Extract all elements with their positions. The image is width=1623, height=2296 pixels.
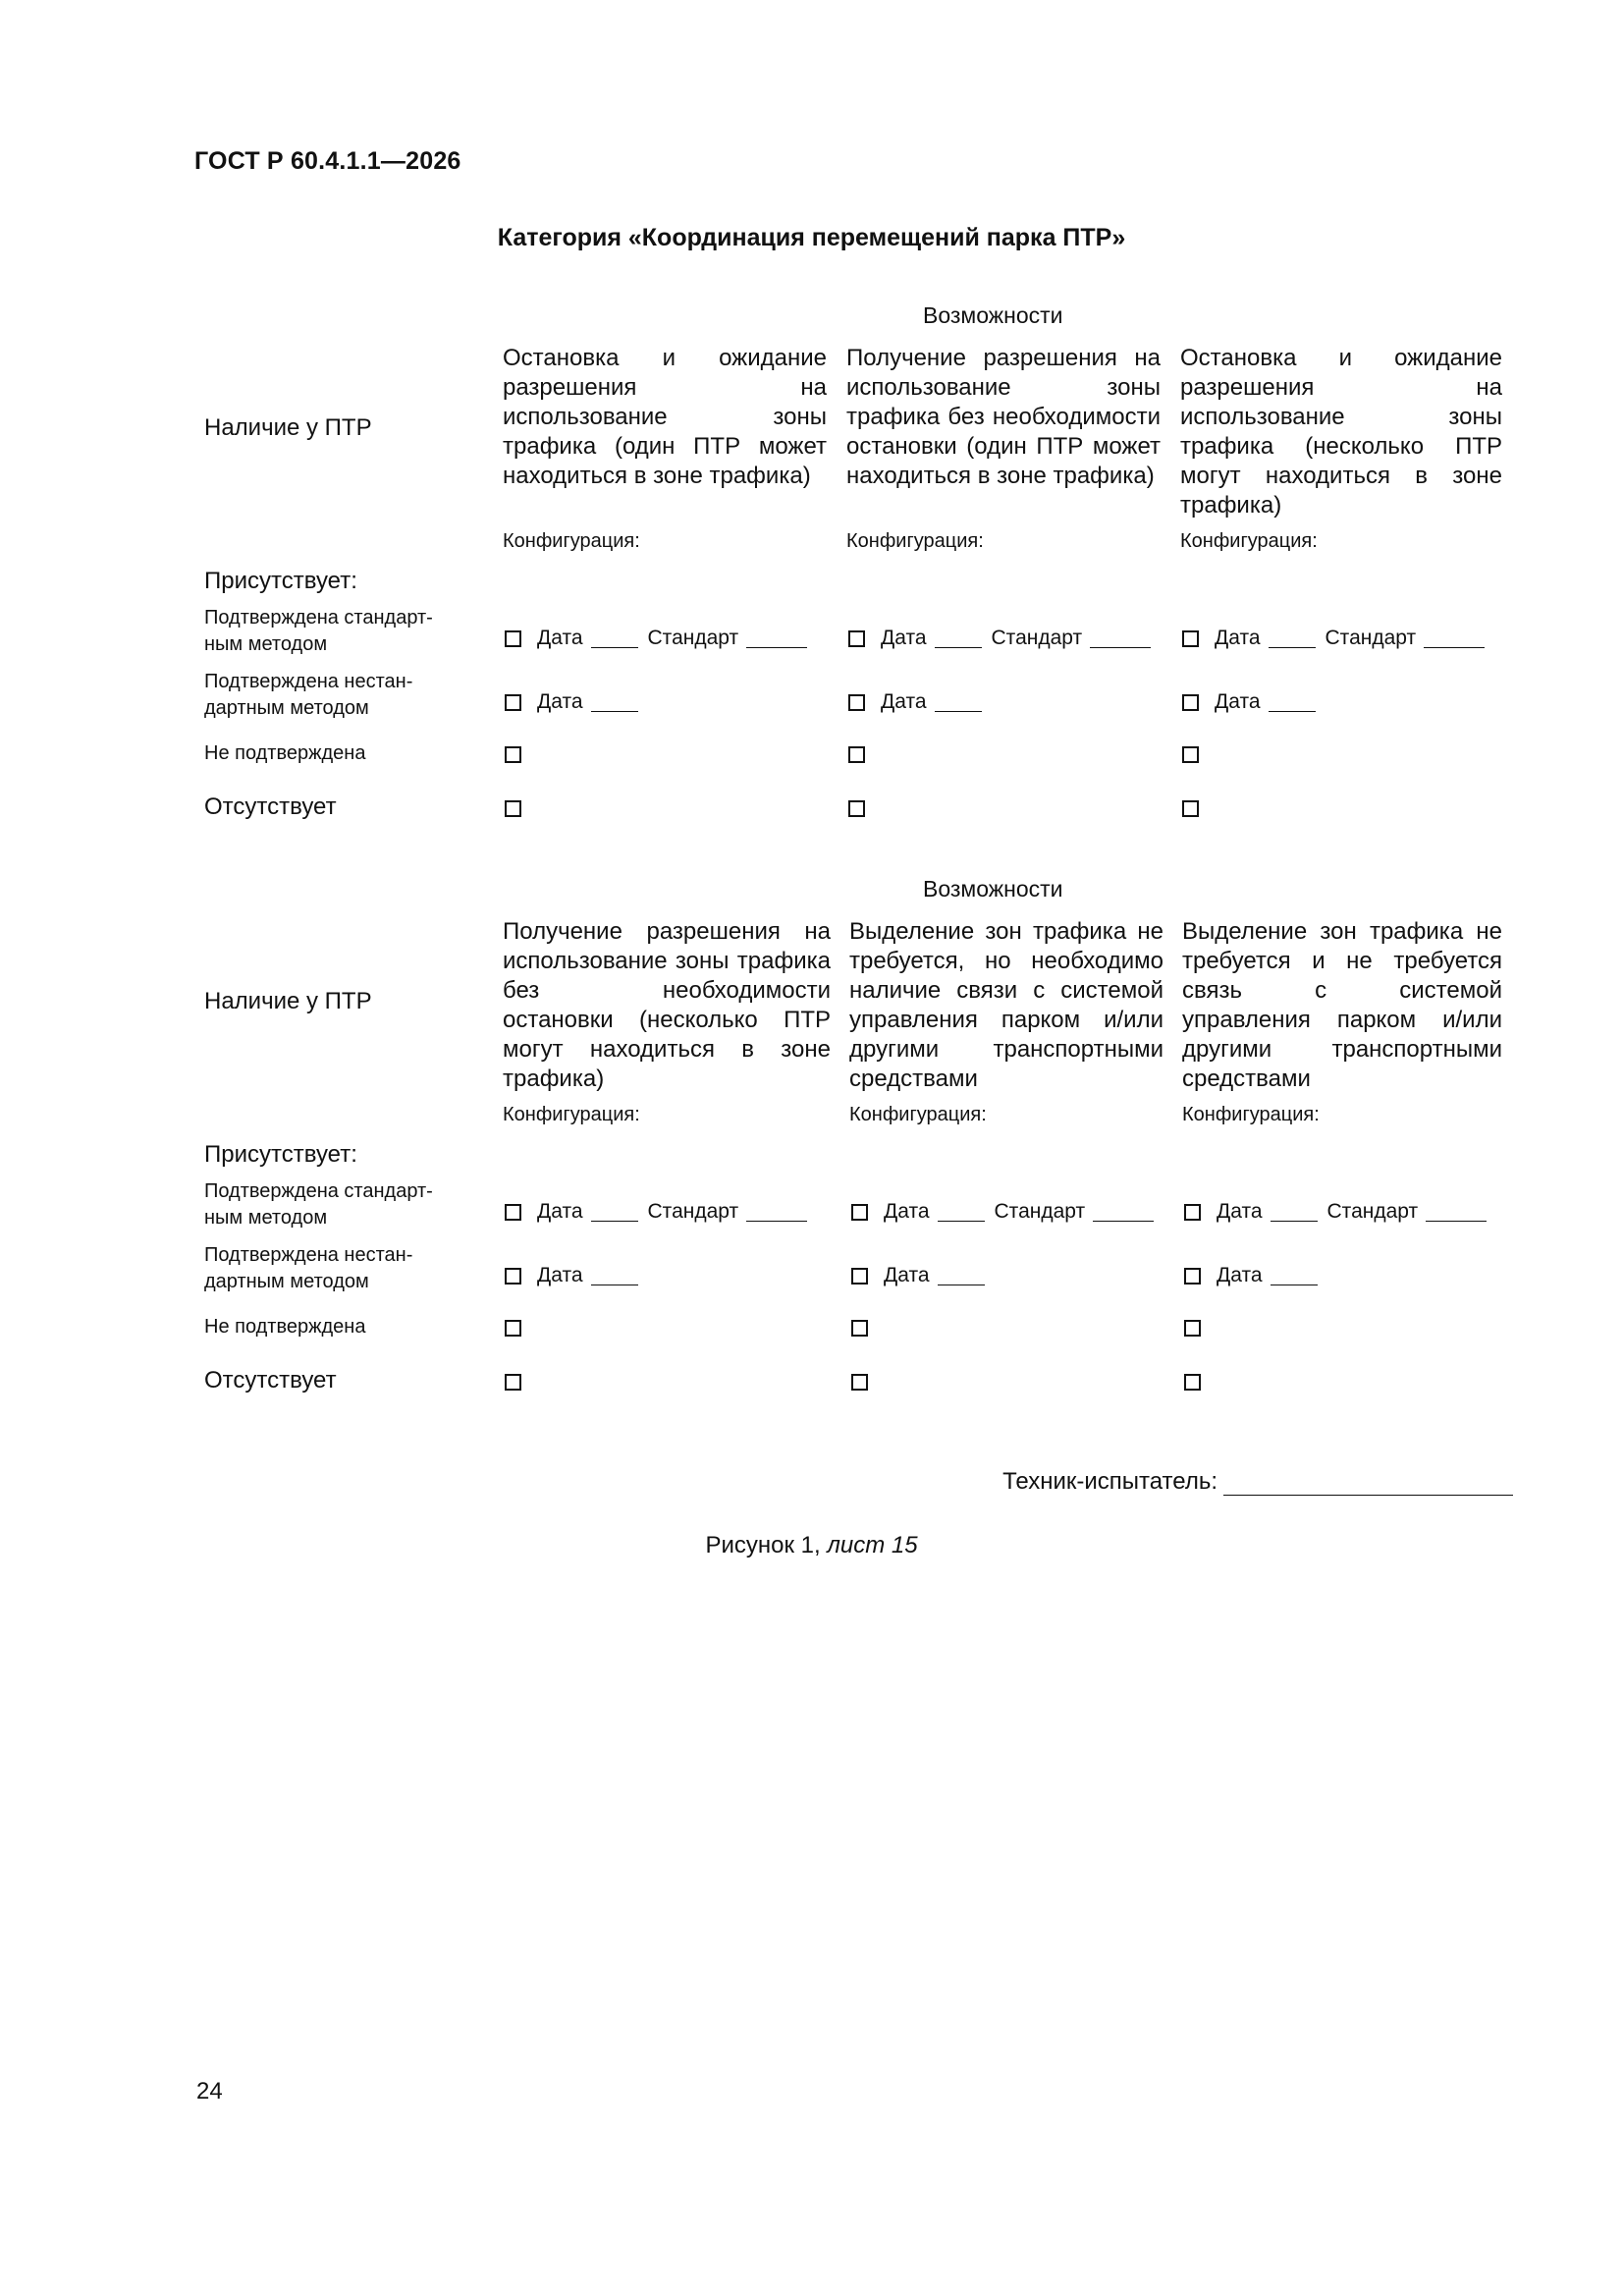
- configuration-label: Конфигурация:: [503, 1104, 640, 1125]
- configuration-label: Конфигурация:: [1182, 1104, 1320, 1125]
- page-number: 24: [196, 2078, 223, 2105]
- configuration-label: Конфигурация:: [846, 530, 984, 552]
- checkbox[interactable]: [848, 694, 865, 711]
- checkbox[interactable]: [505, 1374, 521, 1391]
- date-label: Дата: [1217, 1200, 1263, 1223]
- capability-description: Остановка и ожидание разрешения на использование зоны трафика (один ПТР может находиться в зоне трафика): [503, 345, 827, 489]
- standard-label: Стандарт: [647, 1200, 739, 1223]
- not-confirmed-cell: [1182, 746, 1215, 763]
- checkbox[interactable]: [851, 1204, 868, 1221]
- not-confirmed-cell: [1184, 1320, 1217, 1337]
- confirmed-standard-cell: [505, 627, 817, 650]
- checkbox[interactable]: [848, 746, 865, 763]
- date-label: Дата: [537, 1264, 583, 1286]
- date-label: Дата: [537, 690, 583, 713]
- absent-label: Отсутствует: [204, 1367, 337, 1394]
- date-label: Дата: [537, 1200, 583, 1223]
- date-label: Дата: [881, 627, 927, 649]
- not-confirmed-cell: [505, 1320, 537, 1337]
- figure-label: Рисунок 1,: [705, 1532, 821, 1558]
- standard-field[interactable]: [1093, 1203, 1154, 1222]
- date-label: Дата: [1215, 627, 1261, 649]
- not-confirmed-cell: [848, 746, 881, 763]
- standard-label: Стандарт: [991, 627, 1083, 649]
- document-code: ГОСТ Р 60.4.1.1—2026: [194, 147, 461, 175]
- checkbox[interactable]: [505, 694, 521, 711]
- absent-label: Отсутствует: [204, 793, 337, 820]
- confirmed-standard-cell: [848, 627, 1161, 650]
- presence-label: Наличие у ПТР: [204, 414, 372, 441]
- checkbox[interactable]: [1184, 1374, 1201, 1391]
- not-confirmed-label: Не подтверждена: [204, 1316, 366, 1338]
- checkbox[interactable]: [851, 1268, 868, 1285]
- confirmed-standard-cell: [1184, 1200, 1496, 1224]
- standard-field[interactable]: [746, 629, 807, 648]
- date-field[interactable]: [1269, 629, 1316, 648]
- checkbox[interactable]: [851, 1320, 868, 1337]
- confirmed-nonstandard-cell: [505, 1264, 648, 1287]
- confirmed-nonstandard-label: Подтверждена нестан- дартным методом: [204, 1244, 413, 1292]
- configuration-label: Конфигурация:: [849, 1104, 987, 1125]
- checkbox[interactable]: [505, 746, 521, 763]
- date-field[interactable]: [1271, 1267, 1318, 1285]
- not-confirmed-cell: [505, 746, 537, 763]
- date-field[interactable]: [938, 1267, 985, 1285]
- configuration-label: Конфигурация:: [1180, 530, 1318, 552]
- absent-cell: [1182, 800, 1215, 817]
- capability-description: Получение разрешения на использование зоны трафика без необходимости остановки (несколько ПТР могут находиться в зоне трафика): [503, 918, 831, 1092]
- standard-field[interactable]: [1090, 629, 1151, 648]
- standard-field[interactable]: [746, 1203, 807, 1222]
- technician-signature: [1002, 1468, 1513, 1496]
- date-label: Дата: [1215, 690, 1261, 713]
- checkbox[interactable]: [848, 800, 865, 817]
- confirmed-standard-cell: [505, 1200, 817, 1224]
- confirmed-standard-label: Подтверждена стандарт- ным методом: [204, 607, 433, 655]
- figure-sheet: лист 15: [827, 1532, 918, 1558]
- confirmed-nonstandard-cell: [1184, 1264, 1327, 1287]
- capabilities-heading: Возможности: [923, 876, 1063, 902]
- date-field[interactable]: [935, 693, 982, 712]
- standard-label: Стандарт: [1326, 1200, 1419, 1223]
- technician-label: Техник-испытатель:: [1002, 1468, 1217, 1495]
- date-label: Дата: [881, 690, 927, 713]
- checkbox[interactable]: [1182, 694, 1199, 711]
- date-field[interactable]: [591, 1267, 638, 1285]
- date-label: Дата: [537, 627, 583, 649]
- date-field[interactable]: [591, 693, 638, 712]
- checkbox[interactable]: [505, 630, 521, 647]
- confirmed-standard-label: Подтверждена стандарт- ным методом: [204, 1180, 433, 1229]
- checkbox[interactable]: [1182, 746, 1199, 763]
- technician-signature-field[interactable]: [1223, 1471, 1513, 1496]
- absent-cell: [505, 800, 537, 817]
- date-label: Дата: [1217, 1264, 1263, 1286]
- not-confirmed-cell: [851, 1320, 884, 1337]
- confirmed-standard-cell: [1182, 627, 1494, 650]
- configuration-label: Конфигурация:: [503, 530, 640, 552]
- absent-cell: [505, 1374, 537, 1391]
- capability-description: Остановка и ожидание разрешения на использование зоны трафика (несколько ПТР могут находиться в зоне трафика): [1180, 345, 1502, 519]
- checkbox[interactable]: [505, 800, 521, 817]
- absent-cell: [848, 800, 881, 817]
- checkbox[interactable]: [848, 630, 865, 647]
- capability-description: Получение разрешения на использование зоны трафика без необходимости остановки (один ПТР может находиться в зоне трафика): [846, 345, 1161, 489]
- not-confirmed-label: Не подтверждена: [204, 742, 366, 764]
- capability-description: Выделение зон трафика не требуется и не требуется связь с системой управления парком и/или другими транспортными средствами: [1182, 918, 1502, 1092]
- absent-cell: [851, 1374, 884, 1391]
- checkbox[interactable]: [1182, 800, 1199, 817]
- standard-label: Стандарт: [647, 627, 739, 649]
- standard-label: Стандарт: [994, 1200, 1086, 1223]
- standard-label: Стандарт: [1325, 627, 1417, 649]
- capabilities-heading: Возможности: [923, 302, 1063, 328]
- page-title: Категория «Координация перемещений парка ПТР»: [497, 224, 1126, 251]
- present-label: Присутствует:: [204, 568, 357, 594]
- checkbox[interactable]: [505, 1320, 521, 1337]
- date-field[interactable]: [591, 629, 638, 648]
- presence-label: Наличие у ПТР: [204, 988, 372, 1014]
- standard-field[interactable]: [1424, 629, 1485, 648]
- confirmed-standard-cell: [851, 1200, 1163, 1224]
- confirmed-nonstandard-cell: [851, 1264, 995, 1287]
- checkbox[interactable]: [505, 1268, 521, 1285]
- date-label: Дата: [884, 1264, 930, 1286]
- present-label: Присутствует:: [204, 1141, 357, 1168]
- capability-description: Выделение зон трафика не требуется, но необходимо наличие связи с системой управления парком и/или другими транспортными средствами: [849, 918, 1163, 1092]
- checkbox[interactable]: [1184, 1268, 1201, 1285]
- date-field[interactable]: [591, 1203, 638, 1222]
- date-field[interactable]: [935, 629, 982, 648]
- date-field[interactable]: [938, 1203, 985, 1222]
- date-field[interactable]: [1269, 693, 1316, 712]
- checkbox[interactable]: [505, 1204, 521, 1221]
- confirmed-nonstandard-cell: [848, 690, 992, 714]
- confirmed-nonstandard-cell: [505, 690, 648, 714]
- figure-caption: [0, 1532, 1623, 1559]
- checkbox[interactable]: [1182, 630, 1199, 647]
- confirmed-nonstandard-cell: [1182, 690, 1325, 714]
- checkbox[interactable]: [851, 1374, 868, 1391]
- checkbox[interactable]: [1184, 1320, 1201, 1337]
- absent-cell: [1184, 1374, 1217, 1391]
- standard-field[interactable]: [1426, 1203, 1487, 1222]
- date-label: Дата: [884, 1200, 930, 1223]
- confirmed-nonstandard-label: Подтверждена нестан- дартным методом: [204, 671, 413, 719]
- checkbox[interactable]: [1184, 1204, 1201, 1221]
- date-field[interactable]: [1271, 1203, 1318, 1222]
